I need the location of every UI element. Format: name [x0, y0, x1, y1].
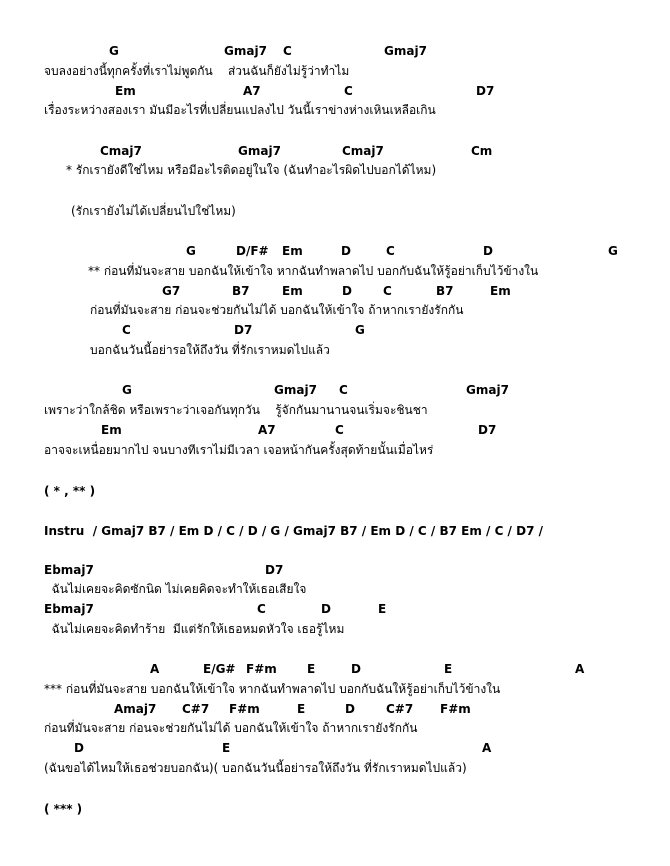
chord: G [186, 244, 196, 258]
chord: C [383, 284, 392, 298]
chord: C [339, 383, 348, 397]
lyric-line: จบลงอย่างนี้ทุกครั้งที่เราไม่พูดกัน ส่วนฉันก็ยังไม่รู้ว่าทำไม [44, 64, 350, 78]
chord: F#m [440, 702, 471, 716]
chord: Cm [471, 144, 493, 158]
chord: C#7 [386, 702, 414, 716]
chord: Gmaj7 [224, 44, 267, 58]
chord: D [341, 244, 351, 258]
chord: Amaj7 [114, 702, 157, 716]
repeat-marker: ( *** ) [44, 802, 83, 816]
chord: G7 [162, 284, 181, 298]
chord: C [257, 602, 266, 616]
chord: D7 [265, 563, 284, 577]
chord: A7 [243, 84, 261, 98]
chord: E [307, 662, 316, 676]
lyric-line: *** ก่อนที่มันจะสาย บอกฉันให้เข้าใจ หากฉันทำพลาดไป บอกกับฉันให้รู้อย่าเก็บไว้ข้างใน [44, 682, 501, 696]
chord: G [355, 323, 365, 337]
lyric-line: อาจจะเหนื่อยมากไป จนบางทีเราไม่มีเวลา เจอหน้ากันครั้งสุดท้ายนั้นเมื่อไหร่ [44, 443, 434, 457]
chord: G [122, 383, 132, 397]
chord: E [444, 662, 453, 676]
chord: C [386, 244, 395, 258]
lyric-line: (ฉันขอได้ไหมให้เธอช่วยบอกฉัน)( บอกฉันวันนี้อย่ารอให้ถึงวัน ที่รักเราหมดไปแล้ว) [44, 761, 467, 775]
chord: Gmaj7 [274, 383, 317, 397]
instrumental-line: Instru / Gmaj7 B7 / Em D / C / D / G / Gmaj7 B7 / Em D / C / B7 Em / C / D7 / [44, 524, 543, 538]
chord: Em [101, 423, 122, 437]
chord: F#m [229, 702, 260, 716]
chord: D [345, 702, 355, 716]
chord: C [335, 423, 344, 437]
chord: Gmaj7 [384, 44, 427, 58]
chord: D [342, 284, 352, 298]
chord: Em [282, 284, 303, 298]
chord: D [321, 602, 331, 616]
chord: D7 [478, 423, 497, 437]
chord: Cmaj7 [100, 144, 142, 158]
chord: Gmaj7 [466, 383, 509, 397]
chord: E [297, 702, 306, 716]
chord: A7 [258, 423, 276, 437]
lyric-aside: (รักเรายังไม่ได้เปลี่ยนไปใช่ไหม) [71, 204, 236, 218]
chord: Gmaj7 [238, 144, 281, 158]
chord: C#7 [182, 702, 210, 716]
lyric-line: * รักเรายังดีใช่ไหม หรือมีอะไรติดอยู่ในใจ (ฉันทำอะไรผิดไปบอกได้ไหม) [66, 163, 437, 177]
lyric-line: ก่อนที่มันจะสาย ก่อนจะช่วยกันไม่ได้ บอกฉันให้เข้าใจ ถ้าหากเรายังรักกัน [90, 303, 464, 317]
chord: Em [282, 244, 303, 258]
chord: A [575, 662, 585, 676]
chord: C [122, 323, 131, 337]
repeat-marker: ( * , ** ) [44, 484, 96, 498]
chord: Ebmaj7 [44, 602, 94, 616]
lyric-line: เพราะว่าใกล้ชิด หรือเพราะว่าเจอกันทุกวัน รู้จักกันมานานจนเริ่มจะชินชา [44, 403, 428, 417]
lyric-line: ฉันไม่เคยจะคิดทำร้าย มีแต่รักให้เธอหมดหัวใจ เธอรู้ไหม [44, 622, 345, 636]
lyric-line: เรื่องระหว่างสองเรา มันมีอะไรที่เปลี่ยนแปลงไป วันนี้เราข่างห่างเหินเหลือเกิน [44, 103, 436, 117]
lyric-line: ** ก่อนที่มันจะสาย บอกฉันให้เข้าใจ หากฉันทำพลาดไป บอกกับฉันให้รู้อย่าเก็บไว้ข้างใน [88, 264, 539, 278]
chord: D [74, 741, 84, 755]
chord: C [283, 44, 292, 58]
chord: Cmaj7 [342, 144, 384, 158]
chord: E [378, 602, 387, 616]
chord: Ebmaj7 [44, 563, 94, 577]
chord: G [608, 244, 618, 258]
chord: A [150, 662, 160, 676]
chord: A [482, 741, 492, 755]
chord: E [222, 741, 231, 755]
chord: Em [115, 84, 136, 98]
chord: D7 [234, 323, 253, 337]
chord: C [344, 84, 353, 98]
chord: E/G# [203, 662, 236, 676]
chord: B7 [232, 284, 250, 298]
chord: B7 [436, 284, 454, 298]
lyric-line: บอกฉันวันนี้อย่ารอให้ถึงวัน ที่รักเราหมดไปแล้ว [90, 343, 330, 357]
chord: F#m [246, 662, 277, 676]
chord: D/F# [236, 244, 269, 258]
chord: D7 [476, 84, 495, 98]
lyric-line: ฉันไม่เคยจะคิดซักนิด ไม่เคยคิดจะทำให้เธอเสียใจ [44, 582, 307, 596]
chord: G [109, 44, 119, 58]
chord: Em [490, 284, 511, 298]
lyric-line: ก่อนที่มันจะสาย ก่อนจะช่วยกันไม่ได้ บอกฉันให้เข้าใจ ถ้าหากเรายังรักกัน [44, 721, 418, 735]
chord: D [351, 662, 361, 676]
chord: D [483, 244, 493, 258]
